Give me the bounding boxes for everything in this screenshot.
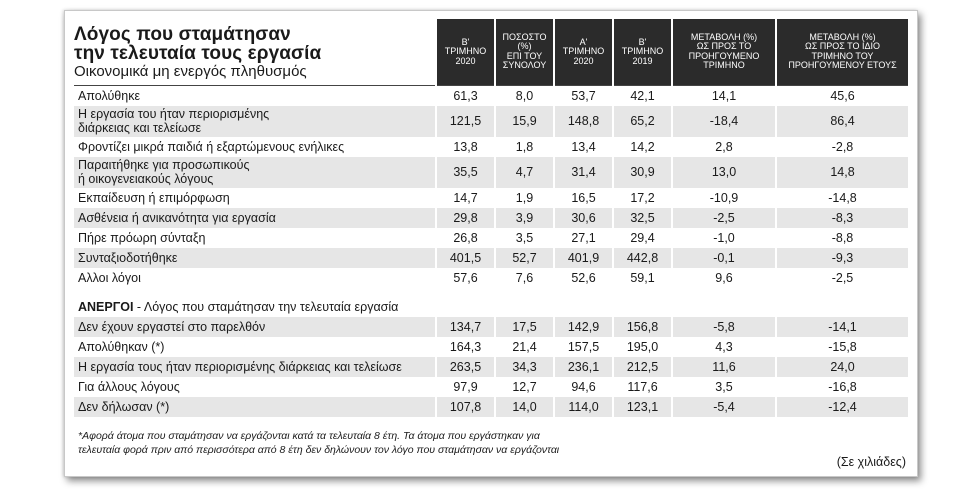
table-row: [74, 268, 908, 288]
title-line-2: την τελευταία τους εργασία: [74, 42, 322, 64]
cell: 156,8: [613, 317, 672, 337]
unit-note: (Σε χιλιάδες): [836, 455, 906, 469]
cell: 7,6: [495, 268, 554, 288]
table-row: [74, 208, 908, 228]
cell: -15,8: [776, 337, 908, 357]
cell: -10,9: [672, 188, 776, 208]
cell: -14,8: [776, 188, 908, 208]
cell: 14,2: [613, 137, 672, 157]
cell: 57,6: [436, 268, 495, 288]
cell: -16,8: [776, 377, 908, 397]
cell: 26,8: [436, 228, 495, 248]
table-row: [74, 397, 908, 417]
cell: 1,8: [495, 137, 554, 157]
col-header: ΠΟΣΟΣΤΟ (%) ΕΠΙ ΤΟΥ ΣΥΝΟΛΟΥ: [495, 19, 554, 85]
table-card: [64, 10, 918, 477]
table-row: [74, 188, 908, 208]
cell: -8,3: [776, 208, 908, 228]
cell: 45,6: [776, 85, 908, 106]
row-label: Η εργασία τους ήταν περιορισμένης διάρκειας και τελείωσε: [74, 357, 436, 377]
cell: 59,1: [613, 268, 672, 288]
cell: -9,3: [776, 248, 908, 268]
cell: 212,5: [613, 357, 672, 377]
cell: 12,7: [495, 377, 554, 397]
cell: 401,5: [436, 248, 495, 268]
cell: -2,5: [776, 268, 908, 288]
col-header: ΜΕΤΑΒΟΛΗ (%) ΩΣ ΠΡΟΣ ΤΟ ΠΡΟΗΓΟΥΜΕΝΟ ΤΡΙΜΗΝΟ: [672, 19, 776, 85]
row-label: Απολύθηκε: [74, 85, 436, 106]
cell: 17,5: [495, 317, 554, 337]
cell: 3,5: [672, 377, 776, 397]
cell: -1,0: [672, 228, 776, 248]
cell: 157,5: [554, 337, 613, 357]
cell: 148,8: [554, 106, 613, 137]
cell: 17,2: [613, 188, 672, 208]
cell: 32,5: [613, 208, 672, 228]
cell: 61,3: [436, 85, 495, 106]
cell: -8,8: [776, 228, 908, 248]
row-label: Δεν δήλωσαν (*): [74, 397, 436, 417]
cell: 4,7: [495, 157, 554, 188]
cell: 263,5: [436, 357, 495, 377]
table-row: [74, 337, 908, 357]
cell: 107,8: [436, 397, 495, 417]
cell: 1,9: [495, 188, 554, 208]
footnote-line-1: *Αφορά άτομα που σταμάτησαν να εργάζονται κατά τα τελευταία 8 έτη. Τα άτομα που εργάστηκαν για: [78, 430, 540, 442]
table-title: [74, 19, 436, 85]
cell: 14,1: [672, 85, 776, 106]
cell: 142,9: [554, 317, 613, 337]
section-row: [74, 288, 908, 317]
cell: 3,5: [495, 228, 554, 248]
data-table: [74, 19, 908, 417]
table-row: [74, 228, 908, 248]
cell: 29,8: [436, 208, 495, 228]
table-row: [74, 137, 908, 157]
table-row: [74, 157, 908, 188]
header-row: [74, 19, 908, 85]
table-row: [74, 106, 908, 137]
cell: 442,8: [613, 248, 672, 268]
cell: -0,1: [672, 248, 776, 268]
row-label: Δεν έχουν εργαστεί στο παρελθόν: [74, 317, 436, 337]
cell: -5,8: [672, 317, 776, 337]
cell: -12,4: [776, 397, 908, 417]
cell: 117,6: [613, 377, 672, 397]
cell: 4,3: [672, 337, 776, 357]
cell: 52,7: [495, 248, 554, 268]
cell: 94,6: [554, 377, 613, 397]
cell: 164,3: [436, 337, 495, 357]
table-row: [74, 357, 908, 377]
row-label: Η εργασία του ήταν περιορισμένης διάρκειας και τελείωσε: [74, 106, 436, 137]
cell: 21,4: [495, 337, 554, 357]
cell: 121,5: [436, 106, 495, 137]
cell: 53,7: [554, 85, 613, 106]
title-line-1: Λόγος που σταμάτησαν: [74, 23, 291, 45]
footnote-line-2: τελευταία φορά πριν από περισσότερα από 8 έτη δεν δηλώνουν τον λόγο που σταμάτησαν να εργάζονται: [78, 444, 560, 456]
cell: 65,2: [613, 106, 672, 137]
cell: 123,1: [613, 397, 672, 417]
subtitle: Οικονομικά μη ενεργός πληθυσμός: [74, 62, 307, 80]
table-row: [74, 317, 908, 337]
row-label: Συνταξιοδοτήθηκε: [74, 248, 436, 268]
row-label: Παραιτήθηκε για προσωπικούς ή οικογενειακούς λόγους: [74, 157, 436, 188]
cell: 134,7: [436, 317, 495, 337]
cell: 13,0: [672, 157, 776, 188]
cell: -2,8: [776, 137, 908, 157]
row-label: Αλλοι λόγοι: [78, 270, 141, 285]
cell: 97,9: [436, 377, 495, 397]
row-label: Ασθένεια ή ανικανότητα για εργασία: [74, 208, 436, 228]
cell: 11,6: [672, 357, 776, 377]
cell: 52,6: [554, 268, 613, 288]
cell: 15,9: [495, 106, 554, 137]
cell: 35,5: [436, 157, 495, 188]
table-row: [74, 377, 908, 397]
cell: 29,4: [613, 228, 672, 248]
footnote: [78, 429, 718, 457]
row-label: Εκπαίδευση ή επιμόρφωση: [78, 190, 230, 205]
col-header: Β' ΤΡΙΜΗΝΟ 2019: [613, 19, 672, 85]
cell: 3,9: [495, 208, 554, 228]
row-label: Πήρε πρόωρη σύνταξη: [78, 230, 206, 245]
col-header: Α' ΤΡΙΜΗΝΟ 2020: [554, 19, 613, 85]
cell: 34,3: [495, 357, 554, 377]
cell: -2,5: [672, 208, 776, 228]
row-label: Για άλλους λόγους: [78, 379, 180, 394]
cell: 14,8: [776, 157, 908, 188]
cell: 86,4: [776, 106, 908, 137]
cell: 8,0: [495, 85, 554, 106]
cell: 13,4: [554, 137, 613, 157]
cell: 24,0: [776, 357, 908, 377]
cell: -14,1: [776, 317, 908, 337]
cell: 401,9: [554, 248, 613, 268]
cell: 16,5: [554, 188, 613, 208]
table-row: [74, 85, 908, 106]
row-label: Φροντίζει μικρά παιδιά ή εξαρτώμενους ενήλικες: [78, 139, 345, 154]
col-header: Β' ΤΡΙΜΗΝΟ 2020: [436, 19, 495, 85]
cell: 114,0: [554, 397, 613, 417]
table-row: [74, 248, 908, 268]
cell: 2,8: [672, 137, 776, 157]
row-label: Απολύθηκαν (*): [78, 339, 165, 354]
cell: 13,8: [436, 137, 495, 157]
cell: 30,6: [554, 208, 613, 228]
section-title: ΑΝΕΡΓΟΙ - Λόγος που σταμάτησαν την τελευταία εργασία: [78, 299, 399, 314]
cell: 14,0: [495, 397, 554, 417]
col-header: ΜΕΤΑΒΟΛΗ (%) ΩΣ ΠΡΟΣ ΤΟ ΙΔΙΟ ΤΡΙΜΗΝΟ ΤΟΥ ΠΡΟΗΓΟΥΜΕΝΟΥ ΕΤΟΥΣ: [776, 19, 908, 85]
cell: -5,4: [672, 397, 776, 417]
cell: -18,4: [672, 106, 776, 137]
cell: 14,7: [436, 188, 495, 208]
cell: 236,1: [554, 357, 613, 377]
cell: 195,0: [613, 337, 672, 357]
cell: 31,4: [554, 157, 613, 188]
cell: 9,6: [672, 268, 776, 288]
cell: 27,1: [554, 228, 613, 248]
cell: 42,1: [613, 85, 672, 106]
cell: 30,9: [613, 157, 672, 188]
